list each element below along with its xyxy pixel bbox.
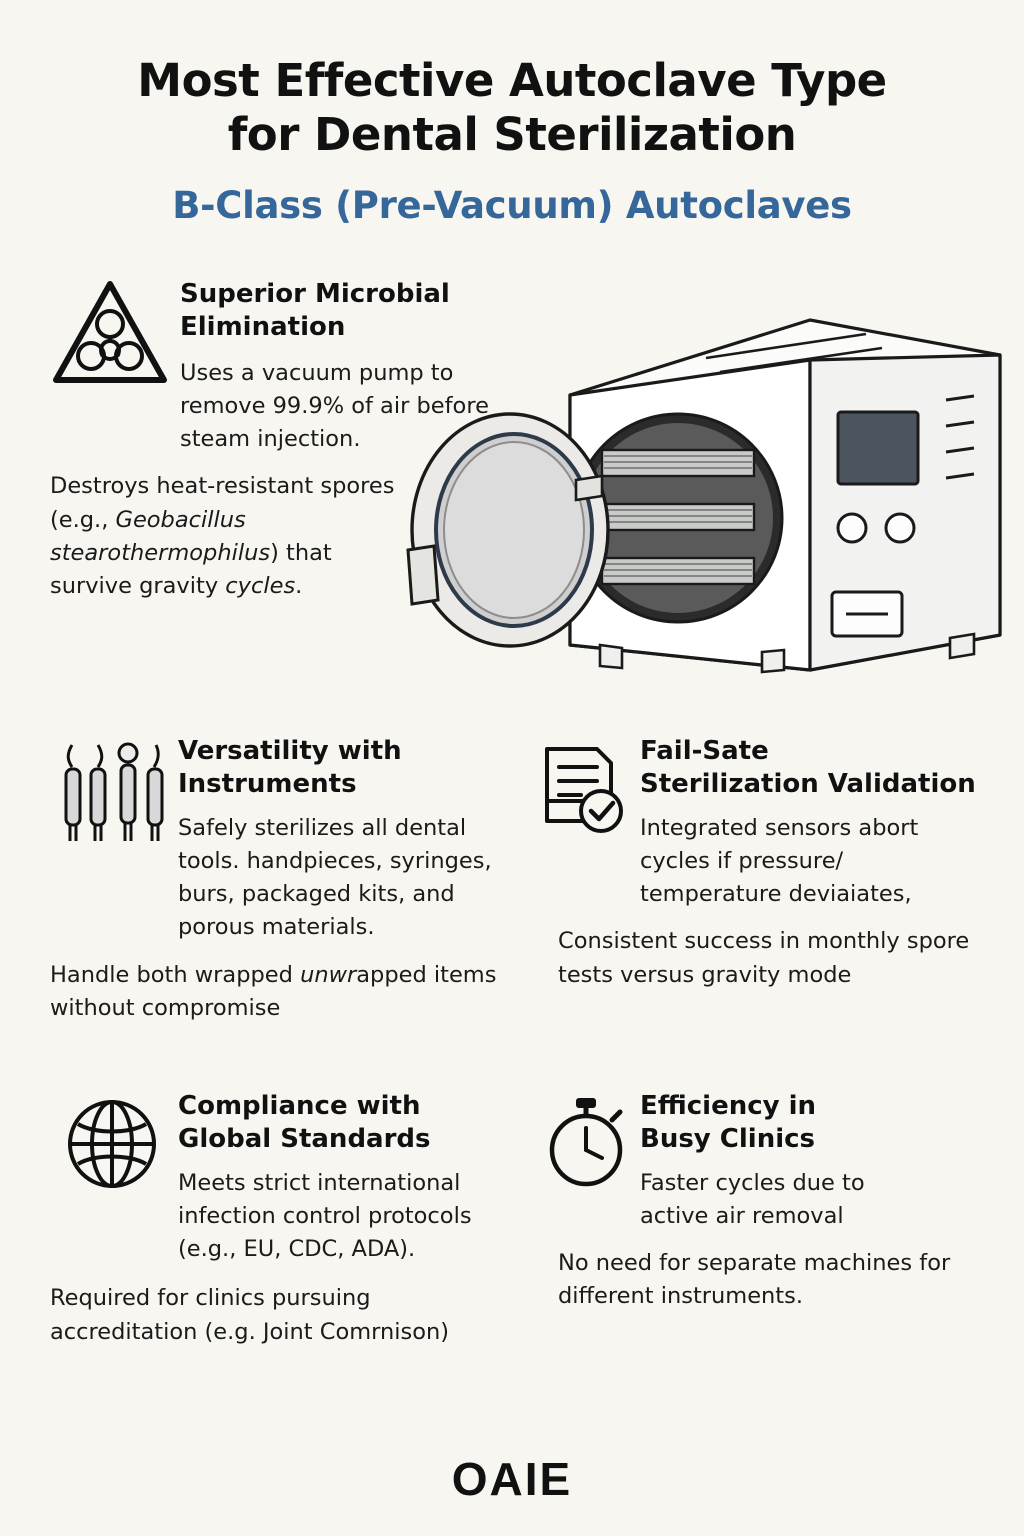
biohazard-icon: [50, 278, 170, 394]
section-fail-safe-sterilization-validation: [530, 735, 1000, 992]
section-efficiency-in-busy-clinics: [530, 1090, 1000, 1314]
checklist-icon: [535, 743, 631, 843]
section-versatility-with-instruments: [50, 735, 530, 1025]
block1-p2-mid: ) that survive gravity: [50, 540, 332, 600]
block1-p2-italic-1: Geobacillus stearothermophilus: [50, 506, 271, 567]
title-line-1: Most Effective Autoclave Type: [137, 54, 887, 107]
block3-heading-line1: Fail-Sate: [640, 736, 769, 766]
block1-paragraph-1: Uses a vacuum pump to remove 99.9% of air before steam injection.: [180, 359, 489, 453]
block3-paragraph-1: Integrated sensors abort cycles if pressure/ temperature deviaiates,: [640, 814, 919, 908]
block5-paragraph-2: No need for separate machines for different instruments.: [558, 1250, 951, 1310]
section-compliance-with-global-standards: [50, 1090, 530, 1349]
block1-heading-line1: Superior Microbial: [180, 279, 450, 309]
block4-heading-line2: Global Standards: [178, 1124, 431, 1155]
block2-paragraph-2: [50, 959, 520, 1026]
block3-heading-line2: Sterilization Validation: [640, 769, 976, 800]
block1-p2-italic-2: cycles: [225, 573, 296, 600]
block2-heading-line1: Versatility with: [178, 736, 402, 766]
block1-p2-pre: Destroys heat-resistant spores (e.g.,: [50, 473, 395, 533]
page-subtitle: B-Class (Pre-Vacuum) Autoclaves: [172, 184, 852, 227]
block2-p2-pre: Handle both wrapped: [50, 961, 301, 988]
block2-p2-post: apped items without compromise: [50, 961, 497, 1022]
block5-heading-line2: Busy Clinics: [640, 1124, 816, 1155]
block1-paragraph-2: [50, 470, 400, 603]
block2-paragraph-1: Safely sterilizes all dental tools. handpieces, syringes, burs, packaged kits, and porous materials.: [178, 814, 492, 941]
dental-tools-icon: [60, 741, 170, 853]
block5-paragraph-1: Faster cycles due to active air removal: [640, 1169, 865, 1229]
block4-paragraph-1: Meets strict international infection control protocols (e.g., EU, CDC, ADA).: [178, 1169, 472, 1263]
page-title: [50, 54, 974, 162]
block4-paragraph-2: Required for clinics pursuing accreditation (e.g. Joint Comrnison): [50, 1285, 450, 1345]
block1-p2-post: .: [295, 573, 303, 600]
block1-heading-line2: Elimination: [180, 312, 346, 343]
title-line-2: for Dental Sterilization: [227, 108, 797, 161]
brand-logo: OAIE: [451, 1453, 573, 1505]
block4-heading-line1: Compliance with: [178, 1091, 421, 1121]
block2-heading-line2: Instruments: [178, 769, 357, 800]
block5-heading-line1: Efficiency in: [640, 1091, 817, 1121]
block3-paragraph-2: Consistent success in monthly spore tests versus gravity mode: [558, 928, 970, 988]
section-superior-microbial-elimination: [50, 278, 510, 604]
block2-p2-italic: unwr: [300, 961, 357, 988]
globe-icon: [64, 1096, 160, 1196]
stopwatch-icon: [538, 1092, 634, 1196]
